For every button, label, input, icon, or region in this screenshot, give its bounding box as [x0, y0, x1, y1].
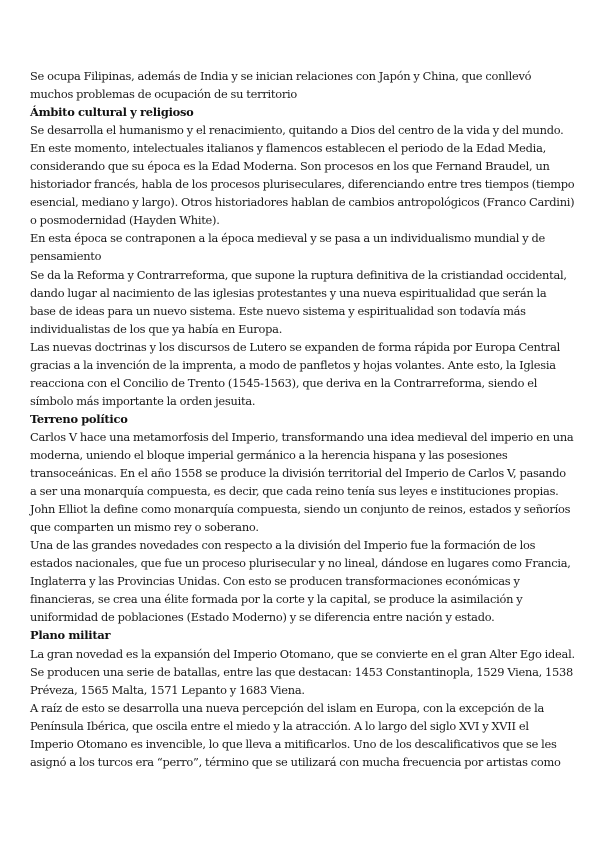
section-heading-ambito-cultural: Ámbito cultural y religioso — [30, 105, 194, 120]
paragraph-reforma: Se da la Reforma y Contrarreforma, que supone la ruptura definitiva de la cristiandad occidental, dando lugar al nacimiento de las iglesias protestantes y una nueva espiritualidad que serán la base de ideas para un nuevo sistema. Este nuevo sistema y espiritualidad son todavía más individualistas de los que ya había en Europa. — [30, 267, 567, 336]
paragraph-estados-nacionales: Una de las grandes novedades con respecto a la división del Imperio fue la formación de los estados nacionales, que fue un proceso plurisecular y no lineal, dándose en lugares como Francia, Inglaterra y las Provincias Unidas. Con esto se producen transformaciones económicas y financieras, se crea una élite formada por la corte y la capital, se produce la asimilación y uniformidad de poblaciones (Estado Moderno) y se diferencia entre nación y estado. — [30, 538, 571, 625]
paragraph-humanismo: Se desarrolla el humanismo y el renacimiento, quitando a Dios del centro de la vida y del mundo. En este momento, intelectuales italianos y flamencos establecen el periodo de la Edad Media, considerando que su época es la Edad Moderna. Son procesos en los que Fernand Braudel, un historiador francés, habla de los procesos pluriseculares, diferenciando entre tres tiempos (tiempo esencial, mediano y largo). Otros historiadores hablan de cambios antropológicos (Franco Cardini) o posmodernidad (Hayden White). — [30, 123, 575, 228]
paragraph-imperio-otomano: La gran novedad es la expansión del Imperio Otomano, que se convierte en el gran Alter Ego ideal. Se producen una serie de batallas, entre las que destacan: 1453 Constantinopla, 1529 Viena, 1538 Préveza, 1565 Malta, 1571 Lepanto y 1683 Viena. — [30, 646, 575, 697]
paragraph-lutero: Las nuevas doctrinas y los discursos de Lutero se expanden de forma rápida por Europa Central gracias a la invención de la imprenta, a modo de panfletos y hojas volantes. Ante esto, la Iglesia reacciona con el Concilio de Trento (1545-1563), que deriva en la Contrarreforma, siendo el símbolo más importante la orden jesuita. — [30, 339, 561, 408]
document-body — [30, 67, 575, 771]
section-heading-terreno-politico: Terreno político — [30, 411, 128, 426]
paragraph-filipinas: Se ocupa Filipinas, además de India y se inician relaciones con Japón y China, que conllevó muchos problemas de ocupación de su territorio — [30, 69, 532, 102]
paragraph-individualismo: En esta época se contraponen a la época medieval y se pasa a un individualismo mundial y de pensamiento — [30, 231, 545, 264]
paragraph-carlos-v: Carlos V hace una metamorfosis del Imperio, transformando una idea medieval del imperio en una moderna, uniendo el bloque imperial germánico a la herencia hispana y las posesiones transoceánicas. En el año 1558 se produce la división territorial del Imperio de Carlos V, pasando a ser una monarquía compuesta, es decir, que cada reino tenía sus leyes e instituciones propias. John Elliot la define como monarquía compuesta, siendo un conjunto de reinos, estados y señoríos que comparten un mismo rey o soberano. — [30, 429, 574, 535]
section-heading-plano-militar: Plano militar — [30, 628, 111, 643]
paragraph-percepcion-islam: A raíz de esto se desarrolla una nueva percepción del islam en Europa, con la excepción de la Península Ibérica, que oscila entre el miedo y la atracción. A lo largo del siglo XVI y XVII el Imperio Otomano es invencible, lo que lleva a mitificarlos. Uno de los descalificativos que se les asignó a los turcos era “perro”, término que se utilizará con mucha frecuencia por artistas como — [30, 700, 561, 769]
